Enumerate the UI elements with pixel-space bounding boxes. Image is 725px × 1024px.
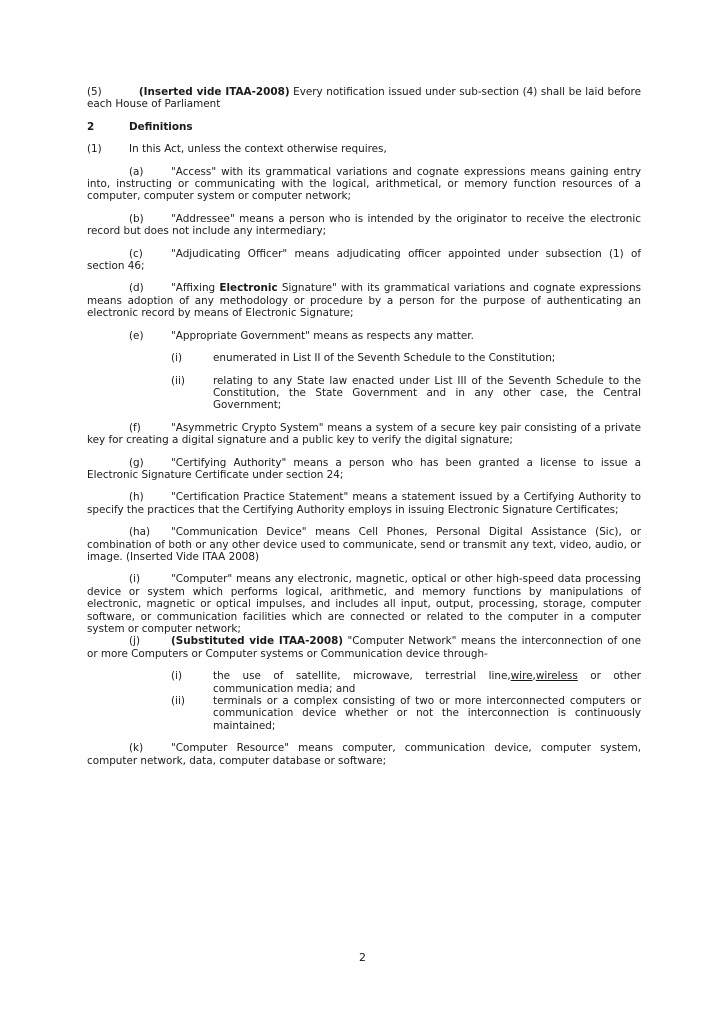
clause-e-item-i: [87, 352, 641, 364]
clause-j-item-i-text: [213, 670, 641, 695]
clause-k-text: "Computer Resource" means computer, communication device, computer system, computer network, data, computer database or software;: [87, 742, 641, 767]
wireless-link[interactable]: wireless: [535, 670, 578, 683]
clause-f: [87, 422, 641, 447]
clause-h-label: (h): [129, 491, 144, 504]
clause-c-text: "Adjudicating Officer" means adjudicating officer appointed under subsection (1) of section 46;: [87, 247, 641, 273]
subsection-5: [87, 86, 641, 111]
subsection-5-label: (5): [87, 86, 102, 98]
clause-h-text: "Certification Practice Statement" means a statement issued by a Certifying Authority to specify the practices that the Certifying Authority employs in issuing Electronic Signature Certificates;: [87, 491, 641, 516]
clause-g-text: "Certifying Authority" means a person who has been granted a license to issue a Electronic Signature Certificate under section 24;: [87, 456, 641, 481]
page-number: 2: [359, 951, 366, 964]
clause-e-item-ii-text: relating to any State law enacted under List III of the Seventh Schedule to the Constitution, the State Government and in any other case, the Central Government;: [213, 374, 641, 412]
clause-c-label: (c): [129, 247, 143, 260]
section-heading: [87, 121, 641, 133]
clause-e-item-i-text: enumerated in List II of the Seventh Schedule to the Constitution;: [213, 352, 556, 365]
subsection-5-amendment: (Inserted vide ITAA-2008): [138, 86, 290, 98]
clause-f-label: (f): [129, 421, 141, 434]
clause-h: [87, 491, 641, 516]
clause-e-label: (e): [129, 329, 144, 342]
clause-ha: [87, 526, 641, 563]
document-page: [87, 86, 641, 777]
clause-e-item-ii-label: (ii): [171, 374, 185, 387]
clause-e-item-i-label: (i): [171, 352, 182, 365]
clause-d-bold: Electronic: [219, 282, 278, 295]
clause-e: [87, 330, 641, 342]
section-title: Definitions: [129, 120, 193, 133]
clause-j-amendment: (Substituted vide ITAA-2008): [171, 635, 344, 648]
clause-b-text: "Addressee" means a person who is intended by the originator to receive the electronic record but does not include any intermediary;: [87, 212, 641, 238]
clause-j-item-ii-label: (ii): [171, 695, 185, 708]
clause-j-text: "Computer Network" means the interconnection of one or more Computers or Computer systems or Communication device through-: [87, 635, 641, 660]
clause-c: [87, 248, 641, 273]
clause-b-label: (b): [129, 212, 144, 225]
clause-i-label: (i): [129, 573, 140, 586]
clause-e-text: "Appropriate Government" means as respects any matter.: [171, 329, 474, 342]
clause-k: [87, 742, 641, 767]
clause-ha-text: "Communication Device" means Cell Phones, Personal Digital Assistance (Sic), or combination of both or any other device used to communicate, send or transmit any text, video, audio, or image. (Inserted Vide ITAA 2008): [87, 526, 641, 563]
clause-d-label: (d): [129, 282, 144, 295]
subsection-5-text: Every notification issued under sub-section (4) shall be laid before each House of Parliament: [87, 86, 641, 111]
subsection-1: [87, 143, 641, 155]
section-number: 2: [87, 120, 95, 133]
clause-a-label: (a): [129, 165, 144, 178]
clause-k-label: (k): [129, 742, 144, 755]
clause-d-post: Signature" with its grammatical variations and cognate expressions means adoption of any methodology or procedure by a person for the purpose of authenticating an electronic record by means of Electronic Signature;: [87, 282, 641, 320]
clause-a: [87, 166, 641, 203]
clause-j-label: (j): [129, 635, 140, 648]
clause-f-text: "Asymmetric Crypto System" means a system of a secure key pair consisting of a private key for creating a digital signature and a public key to verify the digital signature;: [87, 421, 641, 447]
clause-j-item-i-pre: the use of satellite, microwave, terrestrial line,: [213, 670, 511, 683]
subsection-1-label: (1): [87, 143, 102, 156]
clause-j-item-ii-text: terminals or a complex consisting of two or more interconnected computers or communication device whether or not the interconnection is continuously maintained;: [213, 695, 641, 732]
clause-i: [87, 573, 641, 635]
clause-d-pre: "Affixing: [171, 282, 216, 295]
clause-d: [87, 282, 641, 319]
clause-g: [87, 457, 641, 482]
clause-g-label: (g): [129, 456, 144, 469]
clause-i-text: "Computer" means any electronic, magnetic, optical or other high-speed data processing device or system which performs logical, arithmetic, and memory functions by manipulations of electronic, magnetic or optical impulses, and includes all input, output, processing, storage, computer software, or communication facilities which are connected or related to the computer in a computer system or computer network;: [87, 573, 641, 635]
wire-link[interactable]: wire: [510, 670, 533, 683]
clause-j-item-i-label: (i): [171, 670, 182, 683]
clause-ha-label: (ha): [129, 526, 151, 539]
clause-e-item-ii: [87, 375, 641, 412]
clause-j-item-i-comma: ,: [532, 670, 536, 683]
clause-j-item-ii: [87, 695, 641, 732]
clause-j-item-i-post: or other communication media; and: [213, 670, 641, 695]
clause-b: [87, 213, 641, 238]
clause-a-text: "Access" with its grammatical variations and cognate expressions means gaining entry into, instructing or communicating with the logical, arithmetical, or memory function resources of a computer, computer system or computer network;: [87, 165, 641, 203]
subsection-1-text: In this Act, unless the context otherwise requires,: [129, 143, 387, 156]
clause-j-item-i: [87, 670, 641, 695]
clause-j: [87, 635, 641, 660]
